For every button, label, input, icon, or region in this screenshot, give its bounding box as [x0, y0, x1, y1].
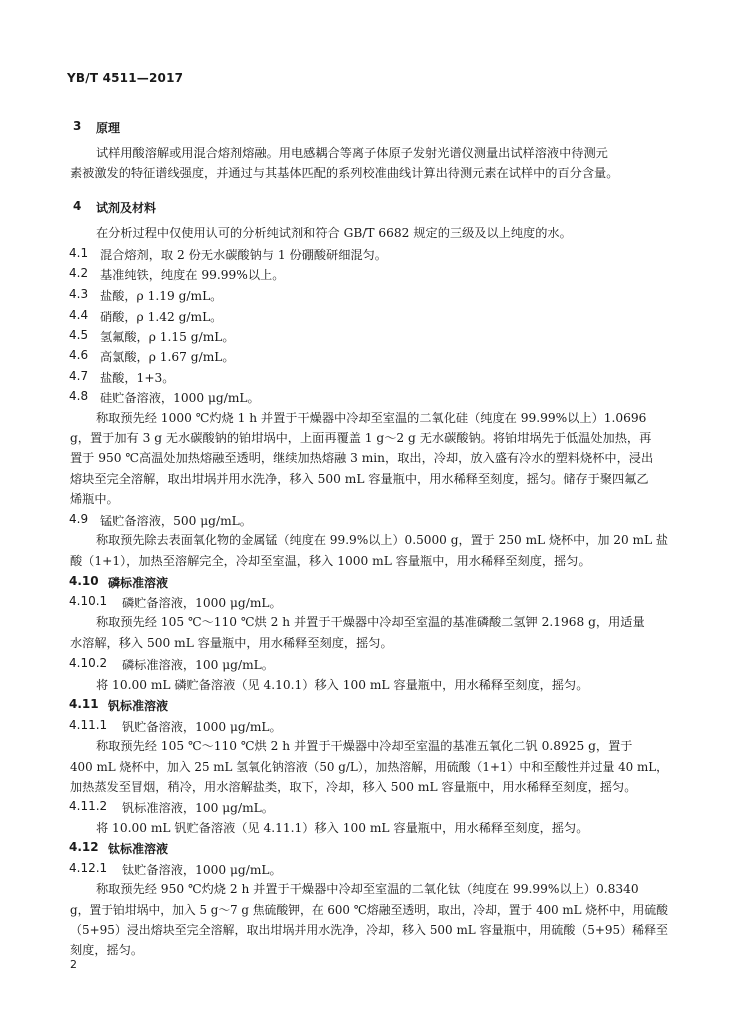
clause-text: 盐酸，1+3。 [100, 371, 175, 385]
paragraph-line: 酸（1+1），加热至溶解完全，冷却至室温，移入 1000 mL 容量瓶中，用水稀释至刻度，摇匀。 [70, 554, 591, 568]
clause-text: 钛贮备溶液，1000 μg/mL。 [122, 863, 282, 877]
paragraph-line: 400 mL 烧杯中，加入 25 mL 氢氧化钠溶液（50 g/L），加热溶解，用硫酸（1+1）中和至酸性并过量 40 mL， [70, 760, 669, 774]
paragraph-line: 刻度，摇匀。 [70, 943, 144, 957]
clause-text: 基准纯铁，纯度在 99.99%以上。 [100, 268, 285, 282]
paragraph-line: 称取预先除去表面氧化物的金属锰（纯度在 99.9%以上）0.5000 g，置于 250 mL 烧杯中，加 20 mL 盐 [96, 533, 669, 547]
clause-text: 磷贮备溶液，1000 μg/mL。 [122, 596, 282, 610]
clause-number: 4.8 [69, 389, 89, 403]
clause-number: 4.2 [69, 266, 89, 280]
clause-text: 钒贮备溶液，1000 μg/mL。 [122, 720, 282, 734]
section-4-number: 4 [73, 199, 82, 213]
clause-number: 4.10.2 [69, 656, 108, 670]
paragraph-line: 加热蒸发至冒烟，稍冷，用水溶解盐类，取下，冷却，移入 500 mL 容量瓶中，用水稀释至刻度，摇匀。 [70, 780, 637, 794]
clause-number: 4.12.1 [69, 861, 108, 875]
paragraph-line: g，置于加有 3 g 无水碳酸钠的铂坩埚中，上面再覆盖 1 g～2 g 无水碳酸钠。将铂坩埚先于低温处加热，再 [70, 431, 652, 445]
clause-number: 4.10 [69, 574, 99, 588]
section-3-number: 3 [73, 119, 82, 133]
clause-text: 高氯酸，ρ 1.67 g/mL。 [100, 350, 235, 364]
clause-number: 4.11.2 [69, 799, 108, 813]
clause-number: 4.7 [69, 369, 89, 383]
paragraph-line: g，置于铂坩埚中，加入 5 g～7 g 焦硫酸钾，在 600 ℃熔融至透明，取出，冷却，置于 400 mL 烧杯中，用硫酸 [70, 903, 668, 917]
paragraph-line: （5+95）浸出熔块至完全溶解，取出坩埚并用水洗净，冷却，移入 500 mL 容量瓶中，用硫酸（5+95）稀释至 [70, 923, 669, 937]
clause-title: 钛标准溶液 [108, 842, 169, 856]
clause-text: 氢氟酸，ρ 1.15 g/mL。 [100, 330, 235, 344]
clause-number: 4.5 [69, 328, 89, 342]
clause-title: 磷标准溶液 [108, 576, 169, 590]
paragraph-line: 称取预先经 950 ℃灼烧 2 h 并置于干燥器中冷却至室温的二氧化钛（纯度在 99.99%以上）0.8340 [96, 882, 639, 896]
clause-number: 4.11.1 [69, 718, 108, 732]
paragraph-line: 称取预先经 105 ℃～110 ℃烘 2 h 并置于干燥器中冷却至室温的基准磷酸二氢钾 2.1968 g，用适量 [96, 615, 645, 629]
clause-text: 硝酸，ρ 1.42 g/mL。 [100, 310, 223, 324]
clause-number: 4.10.1 [69, 594, 108, 608]
paragraph-line: 称取预先经 1000 ℃灼烧 1 h 并置于干燥器中冷却至室温的二氧化硅（纯度在 99.99%以上）1.0696 [96, 411, 647, 425]
paragraph-line: 置于 950 ℃高温处加热熔融至透明，继续加热熔融 3 min，取出，冷却，放入盛有冷水的塑料烧杯中，浸出 [70, 451, 654, 465]
paragraph-line: 烯瓶中。 [70, 492, 119, 506]
clause-number: 4.4 [69, 308, 89, 322]
page-number: 2 [70, 958, 77, 971]
paragraph-line: 将 10.00 mL 钒贮备溶液（见 4.11.1）移入 100 mL 容量瓶中，用水稀释至刻度，摇匀。 [96, 821, 589, 835]
paragraph-line: 将 10.00 mL 磷贮备溶液（见 4.10.1）移入 100 mL 容量瓶中，用水稀释至刻度，摇匀。 [96, 678, 589, 692]
paragraph-line: 称取预先经 105 ℃～110 ℃烘 2 h 并置于干燥器中冷却至室温的基准五氧化二钒 0.8925 g，置于 [96, 739, 633, 753]
clause-text: 钒标准溶液，100 μg/mL。 [122, 801, 274, 815]
clause-title: 钒标准溶液 [108, 699, 169, 713]
clause-text: 磷标准溶液，100 μg/mL。 [122, 658, 274, 672]
clause-text: 盐酸，ρ 1.19 g/mL。 [100, 289, 223, 303]
clause-text: 锰贮备溶液，500 μg/mL。 [100, 514, 252, 528]
clause-number: 4.12 [69, 840, 99, 854]
standard-header: YB/T 4511—2017 [67, 71, 184, 85]
section-3-title: 原理 [96, 121, 121, 135]
clause-number: 4.3 [69, 287, 89, 301]
clause-number: 4.11 [69, 697, 99, 711]
paragraph-line: 试样用酸溶解或用混合熔剂熔融。用电感耦合等离子体原子发射光谱仪测量出试样溶液中待测元 [96, 146, 608, 160]
clause-number: 4.6 [69, 348, 89, 362]
clause-text: 硅贮备溶液，1000 μg/mL。 [100, 391, 260, 405]
paragraph-line: 水溶解，移入 500 mL 容量瓶中，用水稀释至刻度，摇匀。 [70, 636, 393, 650]
paragraph-line: 素被激发的特征谱线强度，并通过与其基体匹配的系列校准曲线计算出待测元素在试样中的百分含量。 [70, 166, 619, 180]
clause-number: 4.1 [69, 246, 89, 260]
paragraph-line: 熔块至完全溶解，取出坩埚并用水洗净，移入 500 mL 容量瓶中，用水稀释至刻度，摇匀。储存于聚四氟乙 [70, 472, 649, 486]
paragraph-line: 在分析过程中仅使用认可的分析纯试剂和符合 GB/T 6682 规定的三级及以上纯度的水。 [96, 226, 572, 240]
section-4-title: 试剂及材料 [96, 201, 157, 215]
clause-number: 4.9 [69, 512, 89, 526]
clause-text: 混合熔剂，取 2 份无水碳酸钠与 1 份硼酸研细混匀。 [100, 248, 387, 262]
